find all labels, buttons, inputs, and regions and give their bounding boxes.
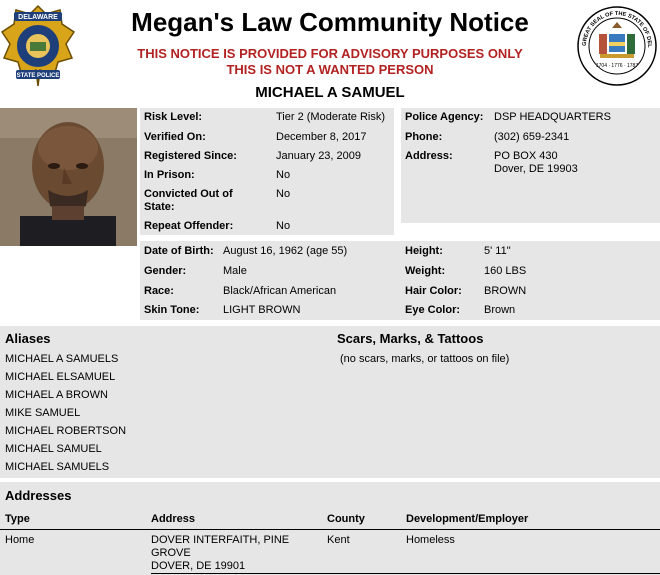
phone-value: (302) 659-2341: [494, 131, 570, 143]
address-type: Home: [5, 534, 35, 546]
hair-color-value: BROWN: [484, 285, 527, 297]
badge-text-bottom: STATE POLICE: [16, 73, 60, 79]
address-employer: Homeless: [406, 534, 455, 546]
alias-item: MIKE SAMUEL: [5, 407, 81, 419]
physical-panel: [140, 241, 660, 320]
alias-item: MICHAEL A SAMUELS: [5, 353, 119, 365]
repeat-offender-label: Repeat Offender:: [144, 220, 234, 232]
column-header-employer: Development/Employer: [406, 513, 529, 525]
convicted-out-label-2: State:: [144, 201, 175, 213]
address-county: Kent: [327, 534, 350, 546]
verified-on-value: December 8, 2017: [276, 131, 367, 143]
weight-label: Weight:: [405, 265, 446, 277]
aliases-heading: Aliases: [5, 331, 51, 346]
in-prison-label: In Prison:: [144, 169, 195, 181]
verified-on-label: Verified On:: [144, 131, 206, 143]
police-agency-value: DSP HEADQUARTERS: [494, 111, 611, 123]
row-underline: [151, 573, 660, 574]
weight-value: 160 LBS: [484, 265, 527, 277]
height-value: 5' 11": [484, 245, 511, 257]
convicted-out-label: Convicted Out of: [144, 188, 233, 200]
page-title: Megan's Law Community Notice: [131, 7, 529, 37]
state-seal: [576, 4, 658, 88]
gender-label: Gender:: [144, 265, 187, 277]
addresses-heading: Addresses: [5, 488, 72, 503]
registered-since-label: Registered Since:: [144, 150, 237, 162]
risk-level-value: Tier 2 (Moderate Risk): [276, 111, 386, 123]
badge-text-top: DELAWARE: [18, 14, 58, 21]
offender-photo: [0, 108, 137, 246]
seal-text: GREAT SEAL OF THE STATE OF DEL: [581, 10, 653, 48]
not-wanted-notice: THIS IS NOT A WANTED PERSON: [226, 62, 434, 77]
skin-tone-label: Skin Tone:: [144, 304, 200, 316]
skin-tone-value: LIGHT BROWN: [223, 304, 301, 316]
in-prison-value: No: [276, 169, 291, 181]
alias-item: MICHAEL A BROWN: [5, 389, 108, 401]
phone-label: Phone:: [405, 131, 443, 143]
eye-color-value: Brown: [484, 304, 516, 316]
alias-item: MICHAEL SAMUEL: [5, 443, 102, 455]
scars-heading: Scars, Marks, & Tattoos: [337, 331, 484, 346]
alias-item: MICHAEL ELSAMUEL: [5, 371, 116, 383]
race-value: Black/African American: [223, 285, 337, 297]
dob-value: August 16, 1962 (age 55): [223, 245, 348, 257]
column-header-address: Address: [151, 513, 196, 525]
address-line-1: DOVER INTERFAITH, PINE: [151, 534, 290, 546]
table-divider: [0, 529, 660, 530]
aliases-scars-panel: [0, 326, 660, 478]
police-agency-label: Police Agency:: [405, 111, 484, 123]
column-header-county: County: [327, 513, 365, 525]
address-line2: Dover, DE 19903: [494, 163, 578, 175]
address-line1: PO BOX 430: [494, 150, 558, 162]
convicted-out-value: No: [276, 188, 291, 200]
address-line-3: DOVER, DE 19901: [151, 560, 246, 572]
column-header-type: Type: [5, 513, 30, 525]
gender-value: Male: [223, 265, 247, 277]
hair-color-label: Hair Color:: [405, 285, 462, 297]
offender-name: MICHAEL A SAMUEL: [255, 84, 405, 101]
repeat-offender-value: No: [276, 220, 291, 232]
address-label: Address:: [405, 150, 453, 162]
scars-none-text: (no scars, marks, or tattoos on file): [340, 353, 510, 365]
race-label: Race:: [144, 285, 174, 297]
risk-level-label: Risk Level:: [144, 111, 203, 123]
eye-color-label: Eye Color:: [405, 304, 461, 316]
address-line-2: GROVE: [151, 547, 191, 559]
alias-item: MICHAEL SAMUELS: [5, 461, 110, 473]
height-label: Height:: [405, 245, 443, 257]
registered-since-value: January 23, 2009: [276, 150, 362, 162]
seal-years: 1704 · 1776 · 1787: [595, 63, 639, 69]
advisory-notice: THIS NOTICE IS PROVIDED FOR ADVISORY PURPOSES ONLY: [137, 46, 523, 61]
alias-item: MICHAEL ROBERTSON: [5, 425, 127, 437]
dob-label: Date of Birth:: [144, 245, 214, 257]
